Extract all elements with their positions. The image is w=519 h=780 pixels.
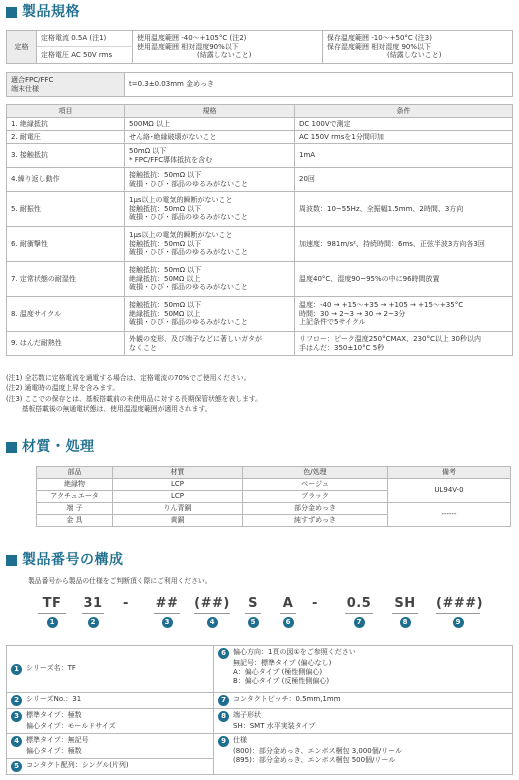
code-dash: - [312,596,318,611]
spec-item: 2. 耐電圧 [7,131,125,144]
fpc-label: 適合FPC/FFC 端末仕様 [7,73,125,97]
material-table [36,466,511,527]
spec-table [6,104,513,356]
legend-5: 5 コンタクト配列：シングル(片列) [7,758,214,774]
rated-voltage: 定格電圧 AC 50V rms [37,47,133,64]
partno-legend-table [6,645,513,775]
code-part-2: 31 2 [83,596,103,627]
spec-condition: 20回 [295,168,513,192]
spec-value: 接触抵抗：50mΩ 以下 破損・ひび・部品のゆるみがないこと [125,168,295,192]
fpc-value: t=0.3±0.03mm 金めっき [125,73,513,97]
code-part-8: SH 8 [392,596,418,628]
spec-row [7,131,513,144]
legend-6: 6 偏心方向：1頁の図①をご参照ください 無記号：標準タイプ (偏心なし) A：偏心タイプ (極性側偏心) B：偏心タイプ (反極性側偏心) [214,646,513,693]
material-header-material: 材質 [113,467,243,479]
code-part-4: (##) 4 [194,596,230,627]
spec-value: 1μs以上の電気的瞬断がないこと 接触抵抗：50mΩ 以下 破損・ひび・部品のゆるみがないこと [125,227,295,262]
legend-7: 7 コンタクトピッチ：0.5mm,1mm [214,693,513,709]
code-part-9: (###) 9 [436,596,484,627]
code-part-5: S 5 [245,596,261,628]
spec-row [7,262,513,297]
material-cell: 黄銅 [113,515,243,527]
spec-item: 8. 温度サイクル [7,297,125,332]
material-cell: 金 具 [37,515,113,527]
spec-header-spec: 規格 [125,105,295,118]
code-part-6: A 6 [280,596,296,628]
material-cell: 端 子 [37,503,113,515]
spec-condition: 加速度：981m/s²、持続時間：6ms、正弦半波3方向各3回 [295,227,513,262]
material-cell: りん青銅 [113,503,243,515]
storage-range: 保存温度範囲 -10～+50°C (注3) 保存湿度範囲 相対湿度 90%以下 (結露しないこと) [323,31,513,64]
spec-condition: 温度40°C、湿度90~95%の中に96時間放置 [295,262,513,297]
spec-row [7,118,513,131]
spec-row [7,227,513,262]
legend-4: 4 標準タイプ：無記号 偏心タイプ：極数 [7,733,214,758]
spec-header-condition: 条件 [295,105,513,118]
material-cell: 純すずめっき [243,515,388,527]
spec-item: 7. 定常状態の耐湿性 [7,262,125,297]
legend-9: 9 仕様 (800)：部分金めっき、エンボス梱包 3,000個/リール (895)：部分金めっき、エンボス梱包 500個/リール [214,733,513,774]
code-part-3: ## 3 [155,596,179,627]
section-square-icon [6,442,17,453]
spec-condition: DC 100Vで測定 [295,118,513,131]
legend-3: 3 標準タイプ：極数 偏心タイプ：モールドサイズ [7,709,214,734]
legend-8: 8 端子形状 SH：SMT 水平実装タイプ [214,709,513,734]
spec-condition: 周波数：10~55Hz、全振幅1.5mm、2時間、3方向 [295,192,513,227]
legend-1: 1 シリーズ名：TF [7,646,214,693]
material-cell: ブラック [243,491,388,503]
rating-label: 定格 [7,31,37,64]
spec-item: 4.繰り返し動作 [7,168,125,192]
code-dash: - [123,596,129,611]
spec-item: 9. はんだ耐熱性 [7,332,125,356]
material-cell: 部分金めっき [243,503,388,515]
material-header-color: 色/処理 [243,467,388,479]
spec-condition: AC 150V rmsを1分間印加 [295,131,513,144]
material-note-ul: UL94V-0 [388,479,511,503]
notes: (注1) 全芯数に定格電流を通電する場合は、定格電流の70%でご使用ください。 (注2) 通電時の温度上昇を含みます。 (注3) ここでの保存とは、基板搭載前の未使用品に対する長期保管状態を表します。 基板搭載後の無通電状態は、使用温湿度範囲が適用されます。 [6,374,262,414]
section-title-spec: 製品規格 [6,4,80,22]
spec-item: 3. 接触抵抗 [7,144,125,168]
part-number-code [0,596,519,638]
spec-item: 1. 絶縁抵抗 [7,118,125,131]
spec-item: 6. 耐衝撃性 [7,227,125,262]
section-square-icon [6,555,17,566]
spec-row [7,297,513,332]
fpc-table [6,72,513,97]
material-cell: LCP [113,491,243,503]
spec-row [7,192,513,227]
spec-value: 50mΩ 以下 * FPC/FFC導体抵抗を含む [125,144,295,168]
material-cell: 絶縁物 [37,479,113,491]
partno-intro: 製品番号から製品の仕様をご判断頂く際にご利用ください。 [28,577,212,585]
material-cell: LCP [113,479,243,491]
code-part-7: 0.5 7 [346,596,372,627]
spec-header-item: 項目 [7,105,125,118]
material-cell: ベージュ [243,479,388,491]
section-title-material: 材質・処理 [6,439,95,457]
material-header-part: 部品 [37,467,113,479]
spec-condition: リフロー：ピーク温度250°CMAX、230°C以上 30秒以内 手はんだ：350±10°C 5秒 [295,332,513,356]
spec-value: 1μs以上の電気的瞬断がないこと 接触抵抗：50mΩ 以下 破損・ひび・部品のゆるみがないこと [125,192,295,227]
spec-value: 外観の変形、及び端子などに著しいガタが なくこと [125,332,295,356]
code-part-1: TF 1 [38,596,66,628]
material-note-dash: ------ [388,503,511,527]
spec-value: 接触抵抗：50mΩ 以下 絶縁抵抗：50MΩ 以上 破損・ひび・部品のゆるみがないこと [125,262,295,297]
spec-item: 5. 耐振性 [7,192,125,227]
spec-row [7,168,513,192]
material-header-remarks: 備考 [388,467,511,479]
material-cell: アクチュエータ [37,491,113,503]
rated-current: 定格電流 0.5A (注1) [37,31,133,47]
spec-row [7,332,513,356]
rating-table [6,30,513,64]
spec-value: 接触抵抗：50mΩ 以下 絶縁抵抗：50MΩ 以上 破損・ひび・部品のゆるみがないこと [125,297,295,332]
spec-condition: 1mA [295,144,513,168]
spec-row [7,144,513,168]
section-title-partno: 製品番号の構成 [6,552,124,570]
spec-condition: 温度：-40 → +15～+35 → +105 → +15～+35°C 時間：30 → 2~3 → 30 → 2~3分 上記条件で5サイクル [295,297,513,332]
legend-2: 2 シリーズNo.：31 [7,693,214,709]
spec-value: 500MΩ 以上 [125,118,295,131]
section-square-icon [6,7,17,18]
spec-value: せん絡･絶縁破壊がないこと [125,131,295,144]
operating-range: 使用温度範囲 -40～+105°C (注2) 使用湿度範囲 相対湿度90%以下 (結露しないこと) [133,31,323,64]
